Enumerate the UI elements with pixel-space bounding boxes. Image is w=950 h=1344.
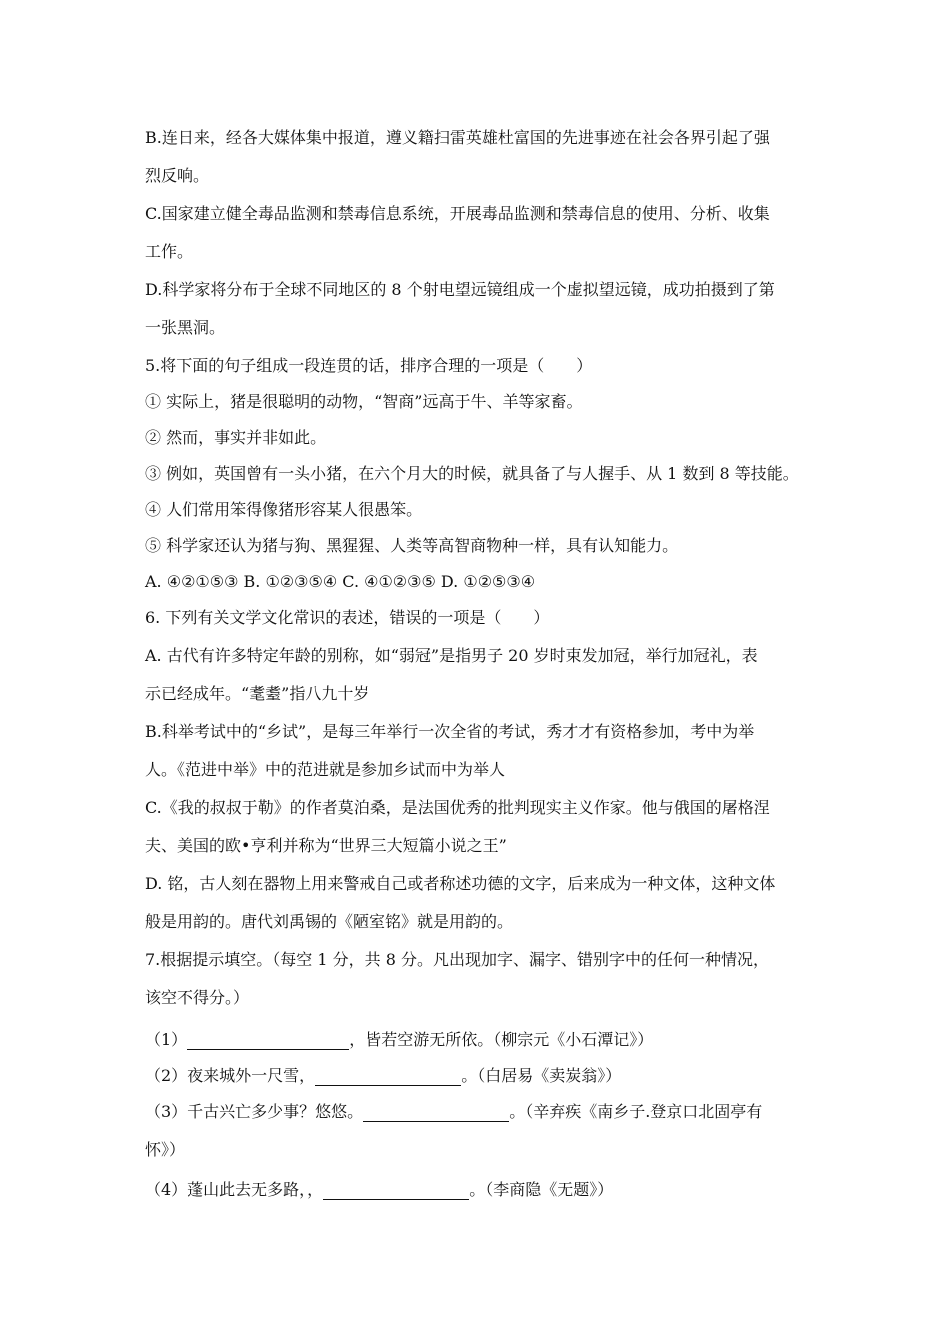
q7-item-1-blank[interactable] xyxy=(187,1031,349,1050)
q4-option-b-line1: B.连日来，经各大媒体集中报道，遵义籍扫雷英雄杜富国的先进事迹在社会各界引起了强 xyxy=(145,128,770,147)
q4-option-d-line2: 一张黑洞。 xyxy=(145,318,226,337)
q5-sentence-5: ⑤ 科学家还认为猪与狗、黑猩猩、人类等高智商物种一样，具有认知能力。 xyxy=(145,536,679,555)
q5-stem: 5.将下面的句子组成一段连贯的话，排序合理的一项是（ ） xyxy=(145,356,593,375)
q6-option-c-line2: 夫、美国的欧•亨利并称为“世界三大短篇小说之王” xyxy=(145,836,507,855)
q7-item-4-blank[interactable] xyxy=(323,1181,469,1200)
q7-item-1-suffix: ，皆若空游无所依。（柳宗元《小石潭记》） xyxy=(349,1030,654,1049)
q6-option-a-line1: A. 古代有许多特定年龄的别称，如“弱冠”是指男子 20 岁时束发加冠，举行加冠礼，表 xyxy=(145,646,758,665)
q7-item-2-blank[interactable] xyxy=(315,1067,461,1086)
q7-item-3-line2: 怀》） xyxy=(145,1140,186,1159)
q6-option-a-line2: 示已经成年。“耄耋”指八九十岁 xyxy=(145,684,370,703)
q7-stem-line2: 该空不得分。） xyxy=(145,988,250,1007)
q7-item-4-prefix: （4）蓬山此去无多路，， xyxy=(145,1180,324,1199)
q6-option-d-line1: D. 铭，古人刻在器物上用来警戒自己或者称述功德的文字，后来成为一种文体，这种文体 xyxy=(145,874,776,893)
q4-option-c-line2: 工作。 xyxy=(145,242,194,261)
q7-item-4 xyxy=(145,1180,613,1200)
q7-item-3-suffix: 。（辛弃疾《南乡子.登京口北固亭有 xyxy=(509,1102,763,1121)
q4-option-c-line1: C.国家建立健全毒品监测和禁毒信息系统，开展毒品监测和禁毒信息的使用、分析、收集 xyxy=(145,204,770,223)
q4-option-b-line2: 烈反响。 xyxy=(145,166,210,185)
q6-option-d-line2: 般是用韵的。唐代刘禹锡的《陋室铭》就是用韵的。 xyxy=(145,912,514,931)
q7-item-4-suffix: 。（李商隐《无题》） xyxy=(469,1180,614,1199)
q7-item-2-suffix: 。（白居易《卖炭翁》） xyxy=(461,1066,622,1085)
q5-sentence-1: ① 实际上，猪是很聪明的动物，“智商”远高于牛、羊等家畜。 xyxy=(145,392,583,411)
q5-sentence-2: ② 然而，事实并非如此。 xyxy=(145,428,327,447)
q6-option-b-line2: 人。《范进中举》中的范进就是参加乡试而中为举人 xyxy=(145,760,506,779)
q7-stem-line1: 7.根据提示填空。（每空 1 分，共 8 分。凡出现加字、漏字、错别字中的任何一种情况， xyxy=(145,950,769,969)
q5-options: A. ④②①⑤③ B. ①②③⑤④ C. ④①②③⑤ D. ①②⑤③④ xyxy=(145,572,536,591)
q5-sentence-3: ③ 例如，英国曾有一头小猪，在六个月大的时候，就具备了与人握手、从 1 数到 8 等技能。 xyxy=(145,464,799,483)
q7-item-1-prefix: （1） xyxy=(145,1030,188,1049)
q7-item-3-blank[interactable] xyxy=(363,1103,509,1122)
q7-item-3 xyxy=(145,1102,762,1122)
q6-option-b-line1: B.科举考试中的“乡试”，是每三年举行一次全省的考试，秀才才有资格参加，考中为举 xyxy=(145,722,755,741)
q7-item-1 xyxy=(145,1030,653,1050)
q5-sentence-4: ④ 人们常用笨得像猪形容某人很愚笨。 xyxy=(145,500,423,519)
q7-item-3-prefix: （3）千古兴亡多少事？悠悠。 xyxy=(145,1102,364,1121)
q6-option-c-line1: C.《我的叔叔于勒》的作者莫泊桑，是法国优秀的批判现实主义作家。他与俄国的屠格涅 xyxy=(145,798,770,817)
q6-stem: 6. 下列有关文学文化常识的表述，错误的一项是（ ） xyxy=(145,608,550,627)
q4-option-d-line1: D.科学家将分布于全球不同地区的 8 个射电望远镜组成一个虚拟望远镜，成功拍摄到了第 xyxy=(145,280,775,299)
q7-item-2-prefix: （2）夜来城外一尺雪， xyxy=(145,1066,316,1085)
q7-item-2 xyxy=(145,1066,621,1086)
